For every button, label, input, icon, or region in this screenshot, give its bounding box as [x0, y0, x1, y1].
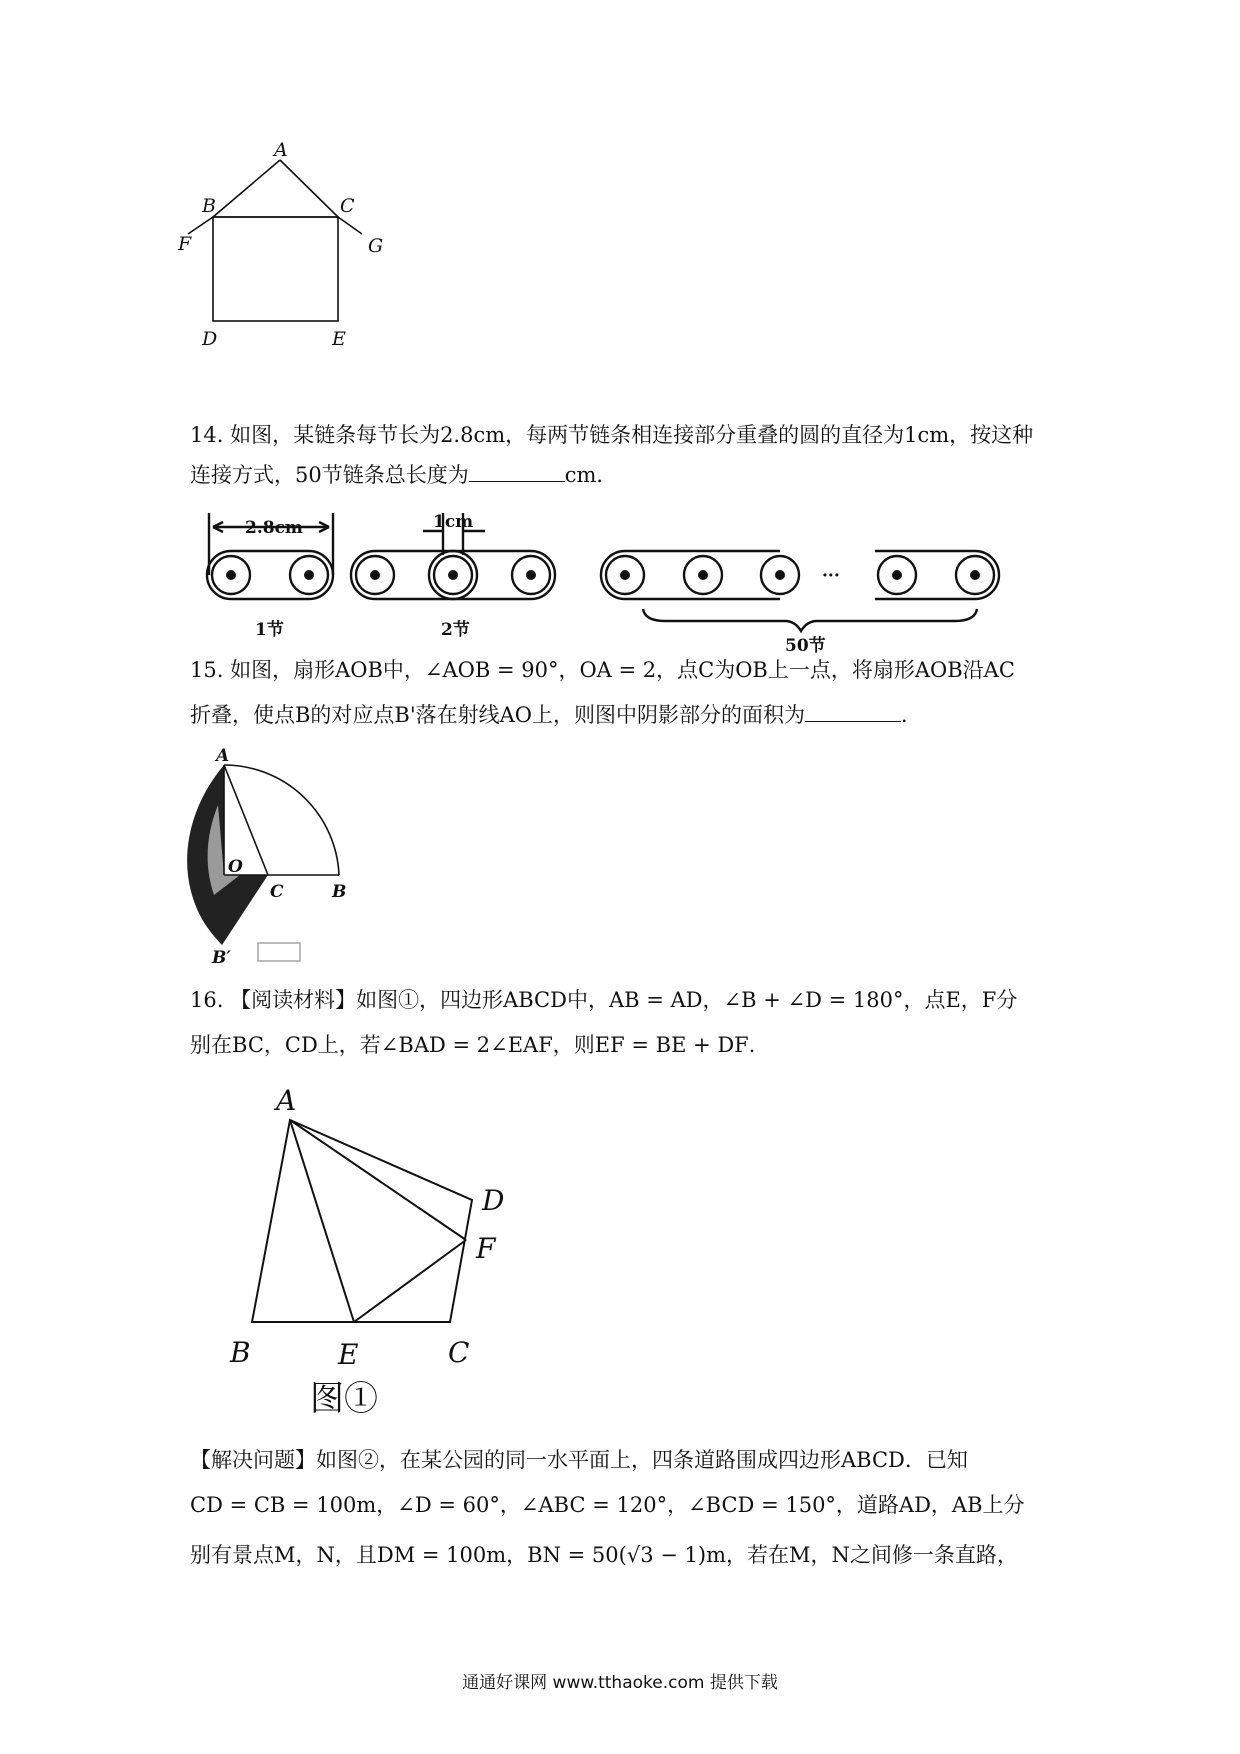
- figure-q16-quad: [220, 1080, 520, 1420]
- sector-label-o: O: [228, 857, 243, 877]
- chain-diameter-label: 1cm: [433, 512, 474, 532]
- q16-line2: 别在BC，CD上，若∠BAD = 2∠EAF，则EF = BE + DF．: [190, 1033, 770, 1057]
- quad-label-a: A: [276, 1084, 297, 1117]
- q14-line2-text: 连接方式，50节链条总长度为: [190, 463, 469, 487]
- quad-label-b: B: [230, 1336, 251, 1369]
- sector-label-b-prime: B′: [212, 948, 231, 968]
- q16-solve-line3: 别有景点M，N，且DM = 100m，BN = 50(√3 − 1)m，若在M，N之间修一条直路，: [190, 1543, 1018, 1567]
- sector-label-b: B: [332, 882, 347, 902]
- label-a: A: [274, 139, 288, 161]
- q16-solve-line1: 【解决问题】如图②，在某公园的同一水平面上，四条道路围成四边形ABCD．已知: [190, 1448, 968, 1472]
- quad-label-e: E: [338, 1338, 359, 1371]
- q15-line1: 15. 如图，扇形AOB中，∠AOB = 90°，OA = 2，点C为OB上一点，将扇形AOB沿AC: [190, 658, 1015, 682]
- q15-answer-blank[interactable]: [805, 701, 901, 722]
- label-f: F: [178, 233, 192, 255]
- chain-caption-50: 50节: [785, 636, 826, 656]
- q15-line2: [190, 700, 922, 730]
- label-d: D: [202, 328, 218, 350]
- figure-q15-sector: [180, 745, 360, 968]
- q14-line1: 14. 如图，某链条每节长为2.8cm，每两节链条相连接部分重叠的圆的直径为1cm，按这种: [190, 423, 1034, 447]
- chain-dots: ···: [822, 566, 840, 586]
- q14-line2: [190, 460, 617, 490]
- label-c: C: [340, 195, 355, 217]
- quad-label-d: D: [482, 1184, 505, 1217]
- quad-label-f: F: [476, 1232, 496, 1265]
- q16-solve-line2: CD = CB = 100m，∠D = 60°，∠ABC = 120°，∠BCD = 150°，道路AD，AB上分: [190, 1493, 1025, 1517]
- sector-label-a: A: [216, 746, 230, 766]
- quad-label-c: C: [448, 1336, 470, 1369]
- chain-caption-2: 2节: [441, 620, 470, 640]
- figure-q13: [180, 140, 440, 380]
- label-g: G: [368, 235, 384, 257]
- q15-line2-end: ．: [901, 703, 923, 727]
- chain-length-label: 2.8cm: [245, 518, 303, 538]
- figure-caption: 图①: [310, 1379, 378, 1419]
- chain-caption-1: 1节: [255, 620, 284, 640]
- q14-answer-blank[interactable]: [469, 461, 565, 482]
- footer-source: 通通好课网 www.tthaoke.com 提供下载: [462, 1673, 778, 1693]
- sector-label-c: C: [270, 882, 284, 902]
- figure-q14-chain: [195, 505, 1015, 655]
- q16-line1: 16. 【阅读材料】如图①，四边形ABCD中，AB = AD，∠B + ∠D = 180°，点E，F分: [190, 988, 1018, 1012]
- label-e: E: [332, 328, 346, 350]
- q15-line2-text: 折叠，使点B的对应点B'落在射线AO上，则图中阴影部分的面积为: [190, 703, 806, 727]
- label-b: B: [202, 195, 216, 217]
- q14-line2-unit: cm．: [564, 463, 618, 487]
